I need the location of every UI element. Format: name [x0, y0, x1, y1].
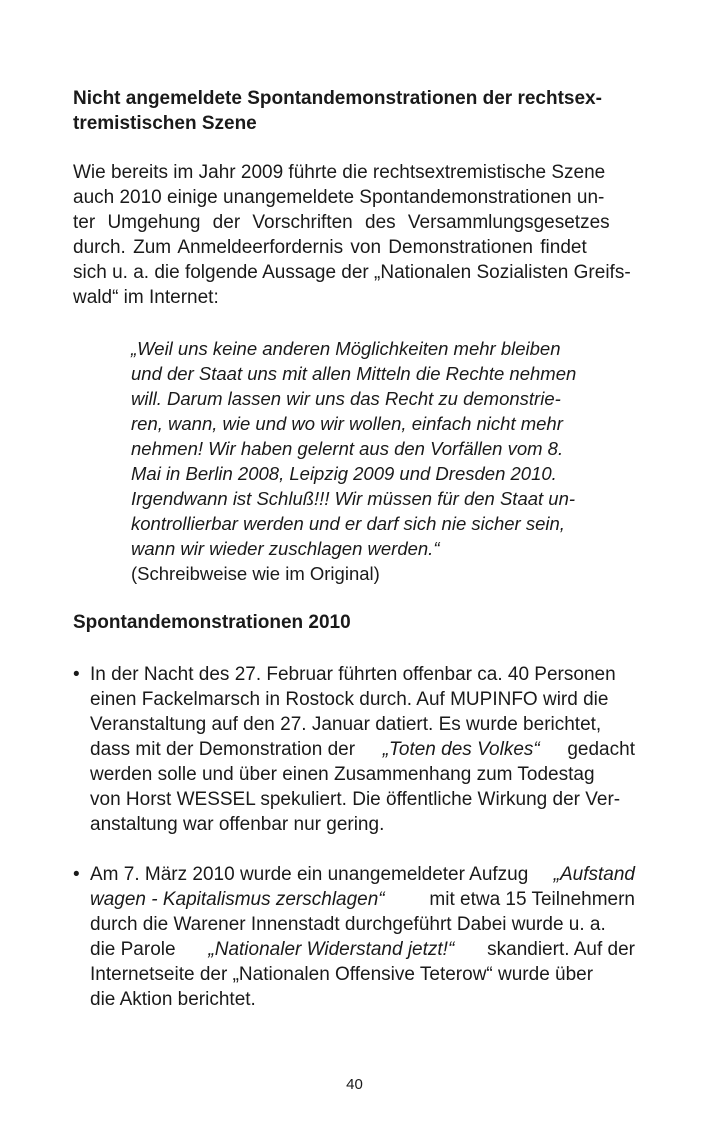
paragraph-line: auch 2010 einige unangemeldete Spontandemonstrationen un-: [73, 187, 605, 208]
subsection-heading: Spontandemonstrationen 2010: [73, 612, 351, 633]
list-item-line: [90, 887, 635, 912]
quote-line: kontrollierbar werden und er darf sich nie sicher sein,: [131, 513, 565, 534]
text-run: Am 7. März 2010 wurde ein unangemeldeter Aufzug: [90, 864, 529, 885]
list-item-line: die Aktion berichtet.: [90, 989, 256, 1010]
list-item-line: anstaltung war offenbar nur gering.: [90, 814, 385, 835]
quote-source-note: (Schreibweise wie im Original): [131, 563, 380, 584]
section-heading: Nicht angemeldete Spontandemonstrationen der rechtsex-: [73, 88, 602, 109]
paragraph-line: Wie bereits im Jahr 2009 führte die rechtsextremistische Szene: [73, 162, 606, 183]
list-item-line: werden solle und über einen Zusammenhang zum Todestag: [90, 764, 595, 785]
quoted-title: „Toten des Volkes“: [382, 739, 540, 760]
quote-line: will. Darum lassen wir uns das Recht zu demonstrie-: [131, 388, 561, 409]
bullet-marker: •: [73, 864, 80, 885]
section-heading-continued: tremistischen Szene: [73, 113, 257, 134]
text-run: gedacht: [567, 739, 635, 760]
quote-line: Mai in Berlin 2008, Leipzig 2009 und Dresden 2010.: [131, 463, 557, 484]
list-item-line: Veranstaltung auf den 27. Januar datiert. Es wurde berichtet,: [90, 714, 602, 735]
list-item-line: Internetseite der „Nationalen Offensive Teterow“ wurde über: [90, 964, 594, 985]
quoted-title: wagen - Kapitalismus zerschlagen“: [90, 889, 385, 910]
page-number: 40: [346, 1076, 363, 1093]
text-run: die Parole: [90, 939, 176, 960]
quote-line: „Weil uns keine anderen Möglichkeiten mehr bleiben: [131, 338, 561, 359]
list-item-line: [90, 862, 635, 887]
quote-line: und der Staat uns mit allen Mitteln die Rechte nehmen: [131, 363, 577, 384]
quote-line: nehmen! Wir haben gelernt aus den Vorfällen vom 8.: [131, 438, 564, 459]
list-item-line: In der Nacht des 27. Februar führten offenbar ca. 40 Personen: [90, 664, 616, 685]
list-item-line: von Horst WESSEL spekuliert. Die öffentliche Wirkung der Ver-: [90, 789, 621, 810]
paragraph-line: wald“ im Internet:: [73, 287, 219, 308]
text-run: dass mit der Demonstration der: [90, 739, 356, 760]
quote-line: Irgendwann ist Schluß!!! Wir müssen für den Staat un-: [131, 488, 576, 509]
text-run: skandiert. Auf der: [487, 939, 635, 960]
paragraph-line: durch. Zum Anmeldeerfordernis von Demonstrationen findet: [73, 237, 587, 258]
paragraph-line: ter Umgehung der Vorschriften des Versammlungsgesetzes: [73, 212, 610, 233]
quoted-title: „Aufstand: [553, 864, 635, 885]
list-item-line: [90, 737, 635, 762]
list-item-line: durch die Warener Innenstadt durchgeführt Dabei wurde u. a.: [90, 914, 606, 935]
text-run: mit etwa 15 Teilnehmern: [429, 889, 635, 910]
paragraph-line: sich u. a. die folgende Aussage der „Nationalen Sozialisten Greifs-: [73, 262, 631, 283]
bullet-marker: •: [73, 664, 80, 685]
quote-line: ren, wann, wie und wo wir wollen, einfach nicht mehr: [131, 413, 563, 434]
list-item-line: [90, 937, 635, 962]
quote-line: wann wir wieder zuschlagen werden.“: [131, 538, 440, 559]
list-item-line: einen Fackelmarsch in Rostock durch. Auf MUPINFO wird die: [90, 689, 609, 710]
quoted-slogan: „Nationaler Widerstand jetzt!“: [208, 939, 455, 960]
